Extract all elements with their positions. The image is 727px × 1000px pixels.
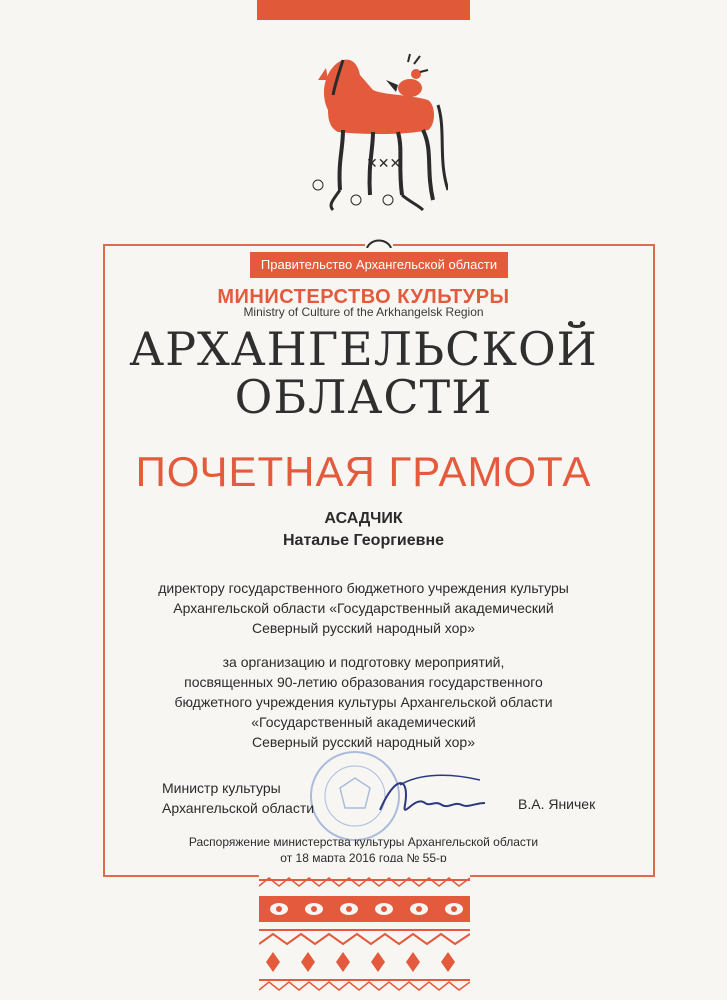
reason-line: «Государственный академический	[251, 714, 476, 730]
horse-emblem-icon	[298, 50, 448, 225]
recipient-name: Наталье Георгиевне	[282, 532, 445, 549]
region-title-line1: АРХАНГЕЛЬСКОЙ	[129, 322, 598, 376]
position-text	[0, 578, 727, 638]
signatory-title-line: Министр культуры	[162, 780, 281, 796]
region-title-line2: ОБЛАСТИ	[234, 370, 493, 424]
svg-text:✕✕✕: ✕✕✕	[366, 155, 402, 171]
reason-line: Северный русский народный хор»	[251, 734, 476, 750]
reason-line: за организацию и подготовку мероприятий,	[222, 654, 505, 670]
reason-line: бюджетного учреждения культуры Архангельской области	[174, 694, 553, 710]
signatory-name: В.А. Яничек	[518, 796, 596, 812]
government-banner: Правительство Архангельской области	[250, 252, 508, 278]
position-line: директору государственного бюджетного учреждения культуры	[158, 580, 569, 596]
signatory-title	[162, 778, 314, 818]
recipient-surname: АСАДЧИК	[324, 510, 403, 527]
signatory-title-line: Архангельской области	[162, 800, 315, 816]
ministry-title: МИНИСТЕРСТВО КУЛЬТУРЫ	[217, 286, 510, 308]
handwritten-signature	[370, 765, 490, 835]
top-accent-bar	[257, 0, 470, 20]
position-line: Архангельской области «Государственный академический	[173, 600, 554, 616]
order-line: Распоряжение министерства культуры Архангельской области	[188, 835, 539, 849]
folk-ornament-icon	[259, 862, 470, 1000]
award-title: ПОЧЕТНАЯ ГРАМОТА	[135, 448, 592, 495]
order-line: от 18 марта 2016 года № 55-р	[280, 851, 447, 865]
reason-line: посвященных 90-летию образования государственного	[184, 674, 543, 690]
frame-notch	[365, 236, 393, 248]
reason-text	[0, 652, 727, 752]
position-line: Северный русский народный хор»	[251, 620, 476, 636]
ministry-subtitle: Ministry of Culture of the Arkhangelsk Region	[243, 305, 484, 319]
